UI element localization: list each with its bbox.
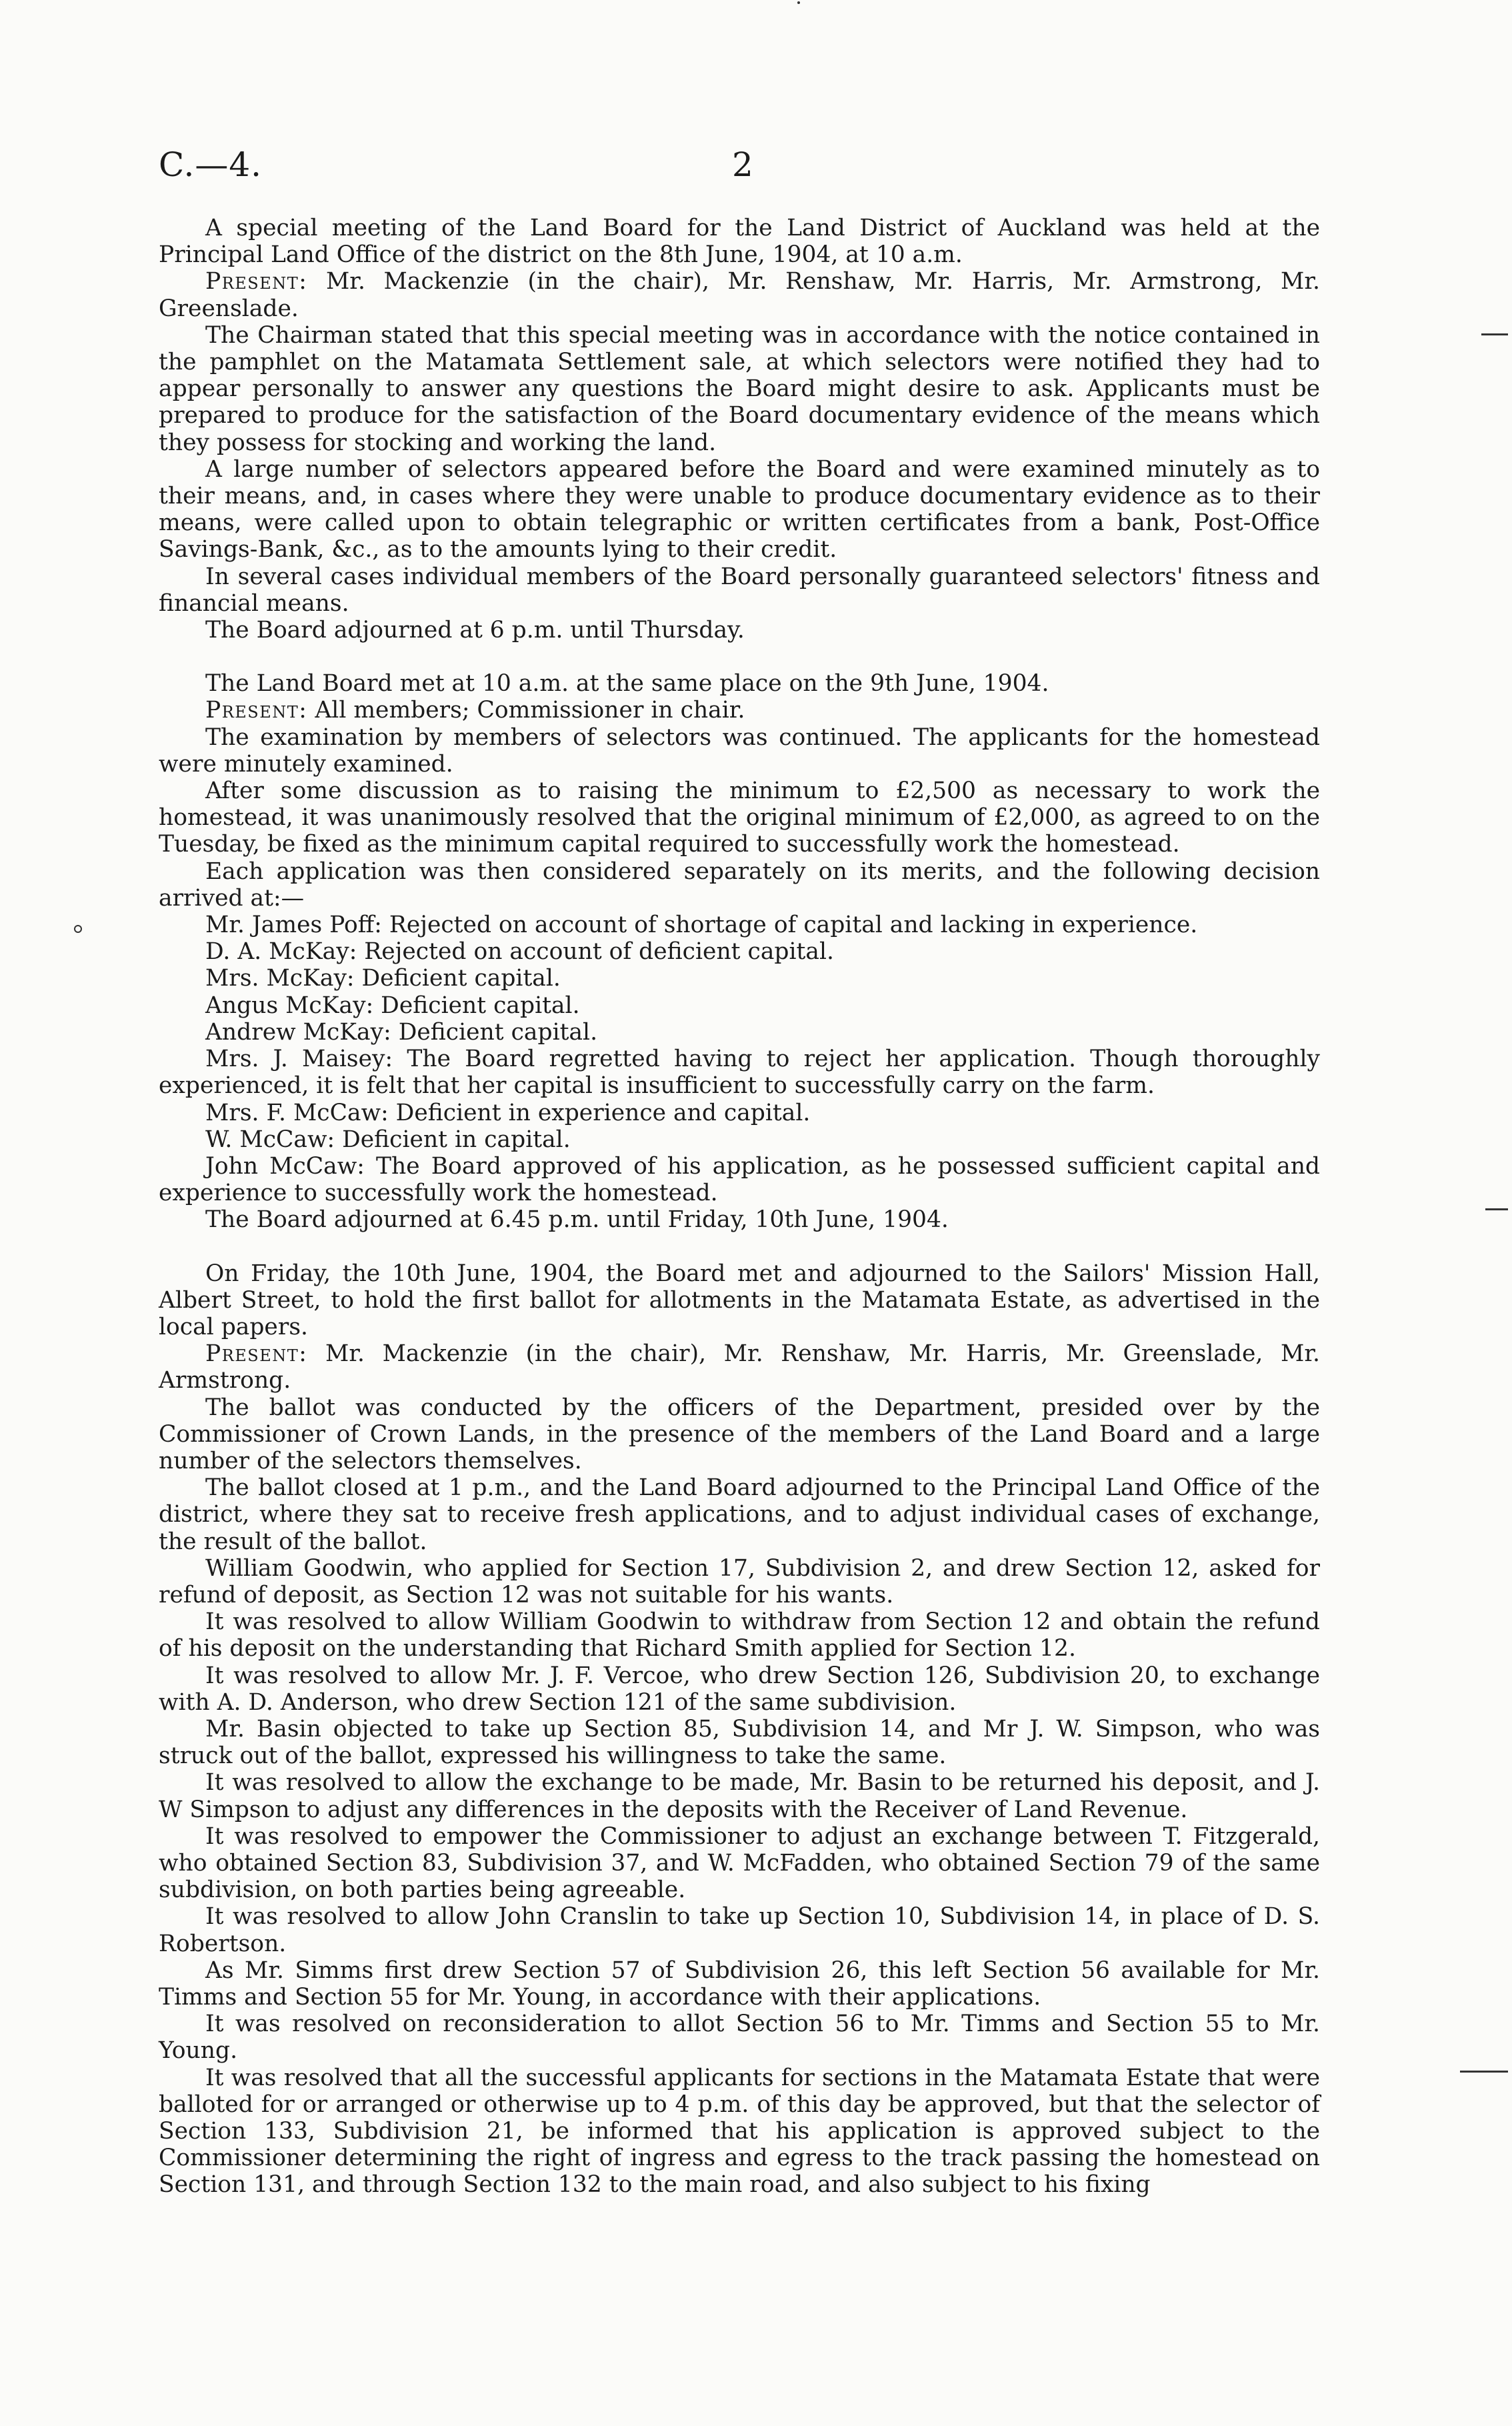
paragraph [159, 1126, 1320, 1153]
paragraph [159, 268, 1320, 321]
paragraph-text: As Mr. Simms first drew Section 57 of Subdivision 26, this left Section 56 available for Mr. Timms and Section 55 for Mr. Young, in accordance with their applications. [159, 1957, 1320, 2011]
margin-dot [797, 1, 800, 4]
paragraph [159, 215, 1320, 268]
paragraph-text: Each application was then considered separately on its merits, and the following decision arrived at:— [159, 858, 1320, 912]
paragraph-text: It was resolved to empower the Commissioner to adjust an exchange between T. Fitzgerald, who obtained Section 83, Subdivision 37, and W. McFadden, who obtained Section 79 of the same subdivision, on both parties being agreeable. [159, 1823, 1320, 1904]
paragraph [159, 1957, 1320, 2011]
present-label: Present: [205, 697, 308, 724]
present-label: Present: [205, 268, 308, 295]
paragraph [159, 1555, 1320, 1608]
paragraph-text: Mr. James Poff: Rejected on account of shortage of capital and lacking in experience. [205, 912, 1198, 939]
paragraph-text: It was resolved to allow the exchange to be made, Mr. Basin to be returned his deposit, and J. W Simpson to adjust any differences in the deposits with the Receiver of Land Revenue. [159, 1769, 1320, 1823]
paragraph [159, 670, 1320, 697]
paragraph [159, 1662, 1320, 1716]
paragraph [159, 1019, 1320, 1046]
margin-dot [74, 925, 82, 933]
margin-mark [1485, 1208, 1508, 1210]
page-number: 2 [732, 145, 753, 184]
paragraph-text: The ballot closed at 1 p.m., and the Land Board adjourned to the Principal Land Office of the district, where they sat to receive fresh applications, and to adjust individual cases of exchange, the result of the ballot. [159, 1474, 1320, 1555]
paragraph-text: A special meeting of the Land Board for the Land District of Auckland was held at the Principal Land Office of the district on the 8th June, 1904, at 10 a.m. [159, 215, 1320, 269]
document-reference: C.—4. [159, 145, 263, 184]
paragraph-text: The Board adjourned at 6.45 p.m. until Friday, 10th June, 1904. [205, 1206, 949, 1234]
paragraph-text: In several cases individual members of the Board personally guaranteed selectors' fitness and financial means. [159, 563, 1320, 617]
paragraph [159, 938, 1320, 965]
paragraph-text: It was resolved to allow John Cranslin to take up Section 10, Subdivision 14, in place of D. S. Robertson. [159, 1903, 1320, 1957]
paragraph [159, 1206, 1320, 1233]
paragraph-text: It was resolved to allow William Goodwin to withdraw from Section 12 and obtain the refund of his deposit on the understanding that Richard Smith applied for Section 12. [159, 1608, 1320, 1662]
paragraph-text: W. McCaw: Deficient in capital. [205, 1126, 571, 1153]
paragraph [159, 1608, 1320, 1662]
paragraph-text: The Board adjourned at 6 p.m. until Thursday. [205, 617, 745, 644]
paragraph-text: Mr. Basin objected to take up Section 85, Subdivision 14, and Mr J. W. Simpson, who was struck out of the ballot, expressed his willingness to take the same. [159, 1715, 1320, 1770]
paragraph [159, 1046, 1320, 1099]
paragraph [159, 456, 1320, 563]
paragraph [159, 1716, 1320, 1769]
paragraph-text: John McCaw: The Board approved of his application, as he possessed sufficient capital and experience to successfully work the homestead. [159, 1152, 1320, 1207]
paragraph-text: Mr. Mackenzie (in the chair), Mr. Renshaw, Mr. Harris, Mr. Armstrong, Mr. Greenslade. [159, 268, 1320, 322]
document-body [159, 215, 1320, 2199]
paragraph-text: Mrs. McKay: Deficient capital. [205, 965, 561, 992]
paragraph-text: It was resolved to allow Mr. J. F. Vercoe, who drew Section 126, Subdivision 20, to exchange with A. D. Anderson, who drew Section 121 of the same subdivision. [159, 1662, 1320, 1716]
paragraph [159, 858, 1320, 912]
present-label: Present: [205, 1340, 308, 1368]
paragraph-text: William Goodwin, who applied for Section 17, Subdivision 2, and drew Section 12, asked for refund of deposit, as Section 12 was not suitable for his wants. [159, 1554, 1320, 1608]
paragraph-text: A large number of selectors appeared before the Board and were examined minutely as to their means, and, in cases where they were unable to produce documentary evidence as to their means, were called upon to obtain telegraphic or written certificates from a bank, Post-Office Savings-Bank, &c., as to the amounts lying to their credit. [159, 455, 1320, 563]
paragraph [159, 992, 1320, 1019]
paragraph [159, 1769, 1320, 1823]
page-header [159, 145, 1319, 199]
paragraph-text: Mrs. F. McCaw: Deficient in experience and capital. [205, 1099, 811, 1126]
paragraph [159, 1823, 1320, 1904]
paragraph-text: The Chairman stated that this special meeting was in accordance with the notice contained in the pamphlet on the Matamata Settlement sale, at which selectors were notified they had to appear personally to answer any questions the Board might desire to ask. Applicants must be prepared to produce for the satisfaction of the Board documentary evidence of the means which they possess for stocking and working the land. [159, 321, 1320, 456]
paragraph [159, 1153, 1320, 1206]
paragraph [159, 778, 1320, 858]
paragraph-text: All members; Commissioner in chair. [307, 697, 745, 724]
paragraph [159, 965, 1320, 992]
paragraph [159, 1903, 1320, 1957]
paragraph-text: It was resolved on reconsideration to allot Section 56 to Mr. Timms and Section 55 to Mr. Young. [159, 2011, 1320, 2065]
paragraph [159, 1260, 1320, 1341]
paragraph-text: D. A. McKay: Rejected on account of deficient capital. [205, 938, 834, 966]
paragraph [159, 2011, 1320, 2064]
paragraph [159, 1100, 1320, 1126]
paragraph-text: The ballot was conducted by the officers of the Department, presided over by the Commissioner of Crown Lands, in the presence of the members of the Land Board and a large number of the selectors themselves. [159, 1394, 1320, 1474]
paragraph-text: It was resolved that all the successful applicants for sections in the Matamata Estate that were balloted for or arranged or otherwise up to 4 p.m. of this day be approved, but that the selector of Section 133, Subdivision 21, be informed that his application is approved subject to the Commissioner determining the right of ingress and egress to the track passing the homestead on Section 131, and through Section 132 to the main road, and also subject to his fixing [159, 2064, 1320, 2199]
paragraph [159, 1474, 1320, 1555]
paragraph-text: The Land Board met at 10 a.m. at the same place on the 9th June, 1904. [205, 670, 1049, 698]
margin-mark [1460, 2071, 1508, 2073]
paragraph [159, 1394, 1320, 1475]
paragraph [159, 2065, 1320, 2199]
paragraph-text: The examination by members of selectors was continued. The applicants for the homestead were minutely examined. [159, 724, 1320, 778]
paragraph [159, 724, 1320, 778]
paragraph [159, 912, 1320, 938]
paragraph [159, 563, 1320, 617]
paragraph-text: Andrew McKay: Deficient capital. [205, 1018, 598, 1046]
paragraph [159, 322, 1320, 456]
paragraph [159, 1340, 1320, 1394]
paragraph-text: Mrs. J. Maisey: The Board regretted having to reject her application. Though thoroughly experienced, it is felt that her capital is insufficient to successfully carry on the farm. [159, 1046, 1320, 1100]
paragraph [159, 697, 1320, 724]
paragraph-text: After some discussion as to raising the minimum to £2,500 as necessary to work the homestead, it was unanimously resolved that the original minimum of £2,000, as agreed to on the Tuesday, be fixed as the minimum capital required to successfully work the homestead. [159, 778, 1320, 858]
margin-mark [1481, 333, 1508, 335]
paragraph-text: Mr. Mackenzie (in the chair), Mr. Renshaw, Mr. Harris, Mr. Greenslade, Mr. Armstrong. [159, 1340, 1320, 1394]
paragraph [159, 617, 1320, 644]
paragraph-text: Angus McKay: Deficient capital. [205, 992, 580, 1019]
paragraph-text: On Friday, the 10th June, 1904, the Board met and adjourned to the Sailors' Mission Hall, Albert Street, to hold the first ballot for allotments in the Matamata Estate, as advertised in the local papers. [159, 1260, 1320, 1340]
